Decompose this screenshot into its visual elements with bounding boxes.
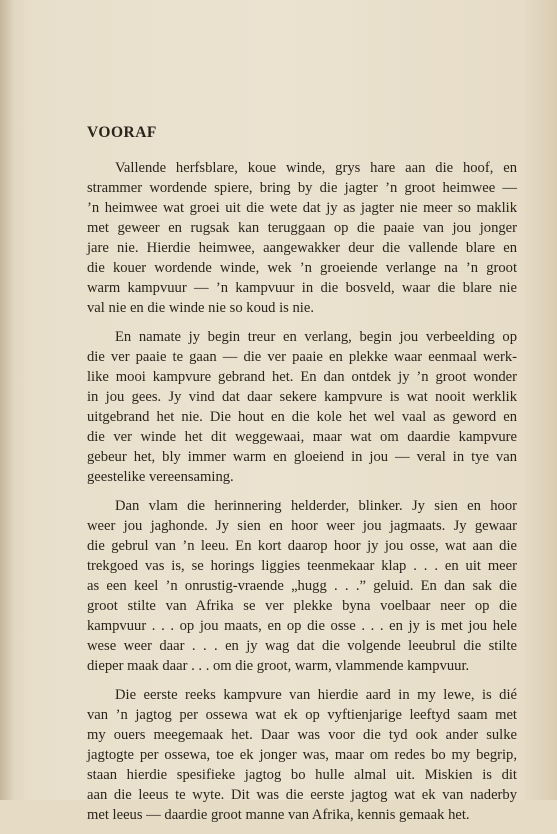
text-line: my ouers meegemaak het. Daar was voor die tyd ook ander sulke <box>87 727 517 743</box>
text-line: kampvuur . . . op jou maats, en op die osse . . . en jy is met jou hele <box>87 618 517 634</box>
body-text <box>87 158 517 834</box>
text-line: jagtogte per ossewa, toe ek jonger was, maar om redes bo my begrip, <box>87 747 517 763</box>
page-spine-shadow <box>0 0 14 800</box>
text-line: as een keel ’n onrustig-vraende „hugg . . .” geluid. En dan sak die <box>87 578 517 594</box>
text-line: die gebrul van ’n leeu. En kort daarop hoor jy jou osse, wat aan die <box>87 538 517 554</box>
text-line: weer jou jaghonde. Jy sien en hoor weer jou jagmaats. Jy gewaar <box>87 518 517 534</box>
text-line: met geweer en rugsak kan teruggaan op die paaie van jou jonger <box>87 220 517 236</box>
text-line: jare nie. Hierdie heimwee, aangewakker deur die vallende blare en <box>87 240 517 256</box>
paragraph <box>87 685 517 825</box>
paragraph <box>87 496 517 676</box>
paragraph <box>87 158 517 318</box>
text-line: dieper maak daar . . . om die groot, warm, vlammende kampvuur. <box>87 658 470 674</box>
text-line: gebeur het, bly immer warm en gloeiend in jou — veral in tye van <box>87 449 517 465</box>
chapter-heading: VOORAF <box>87 124 157 141</box>
text-line: geestelike vereensaming. <box>87 469 234 485</box>
text-line: warm kampvuur — ’n kampvuur in die bosveld, waar die blare nie <box>87 280 517 296</box>
text-line: strammer wordende spiere, bring by die jagter ’n groot heimwee — <box>87 180 517 196</box>
paragraph <box>87 327 517 487</box>
text-line: aan die leeus te wyte. Dit was die eerste jagtog wat ek van naderby <box>87 787 517 803</box>
text-line: die ver winde het dit weggewaai, maar wat om daardie kampvure <box>87 429 517 445</box>
text-line: Dan vlam die herinnering helderder, blinker. Jy sien en hoor <box>115 498 517 514</box>
text-line: Vallende herfsblare, koue winde, grys hare aan die hoof, en <box>115 160 517 176</box>
text-line: ’n heimwee wat groei uit die wete dat jy as jagter nie meer so maklik <box>87 200 517 216</box>
text-line: wese weer daar . . . en jy wag dat die volgende leeubrul die stilte <box>87 638 517 654</box>
text-line: met leeus — daardie groot manne van Afrika, kennis gemaak het. <box>87 807 470 823</box>
text-line: die kouer wordende winde, wek ’n groeiende verlange na ’n groot <box>87 260 517 276</box>
text-line: groot stilte van Afrika se ver plekke byna voelbaar neer op die <box>87 598 517 614</box>
text-line: die ver paaie te gaan — die ver paaie en plekke waar eenmaal werk- <box>87 349 517 365</box>
text-line: staan hierdie spesifieke jagtog bo hulle almal uit. Miskien is dit <box>87 767 517 783</box>
text-line: uitgebrand het nie. Die hout en die kole het wel vaal as geword en <box>87 409 517 425</box>
text-line: val nie en die winde nie so koud is nie. <box>87 300 314 316</box>
text-line: van ’n jagtog per ossewa wat ek op vyftienjarige leeftyd saam met <box>87 707 517 723</box>
text-line: in jou gees. Jy vind dat daar sekere kampvure is wat nooit werklik <box>87 389 517 405</box>
text-line: Die eerste reeks kampvure van hierdie aard in my lewe, is dié <box>115 687 517 703</box>
text-line: En namate jy begin treur en verlang, begin jou verbeelding op <box>115 329 517 345</box>
text-line: like mooi kampvure gebrand het. En dan ontdek jy ’n groot wonder <box>87 369 517 385</box>
text-line: trekgoed vas is, se horings liggies teenmekaar klap . . . en uit meer <box>87 558 517 574</box>
